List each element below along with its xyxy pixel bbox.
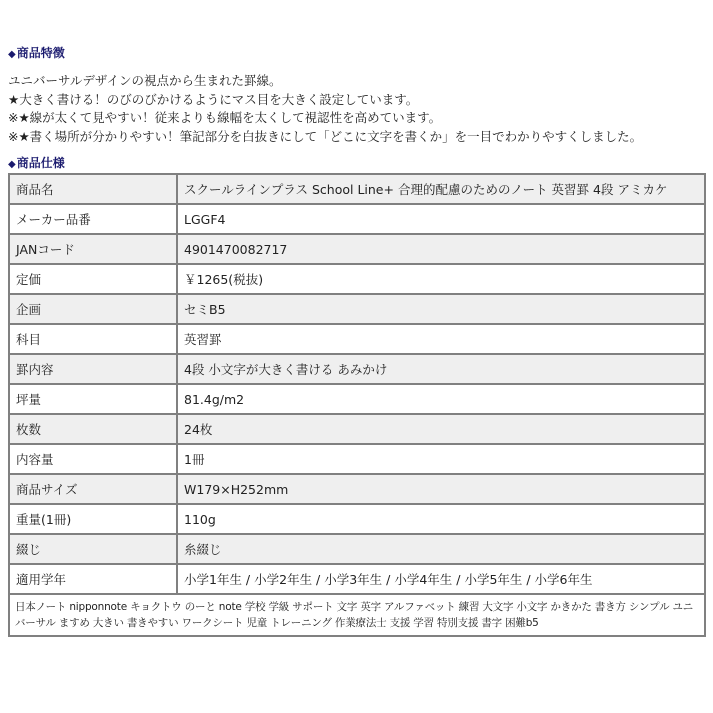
table-row-jan-code (9, 234, 705, 264)
table-row-maker-number (9, 204, 705, 234)
table-row-size (9, 474, 705, 504)
table-row-paper-weight (9, 384, 705, 414)
features-list (8, 72, 708, 146)
spec-table (8, 173, 706, 637)
specs-heading (8, 155, 65, 173)
features-heading (8, 45, 65, 63)
row-label: 重量(1冊) (9, 504, 177, 534)
row-value: 81.4g/m2 (177, 384, 705, 414)
feature-line: ユニバーサルデザインの視点から生まれた罫線。 (8, 73, 282, 88)
row-value: W179×H252mm (177, 474, 705, 504)
row-label: 商品サイズ (9, 474, 177, 504)
row-value: 1冊 (177, 444, 705, 474)
row-label: 坪量 (9, 384, 177, 414)
table-row-price (9, 264, 705, 294)
row-value: ￥1265(税抜) (177, 264, 705, 294)
table-row-subject (9, 324, 705, 354)
table-row-quantity (9, 444, 705, 474)
feature-line: ※★線が太くて見やすい！従来よりも線幅を太くして視認性を高めています。 (8, 110, 442, 125)
feature-line: ※★書く場所が分かりやすい！筆記部分を白抜きにして「どこに文字を書くか」を一目でわかりやすくしました。 (8, 128, 643, 144)
table-row-keywords (9, 594, 705, 636)
row-label: メーカー品番 (9, 204, 177, 234)
row-value: 英習罫 (177, 324, 705, 354)
table-row-format (9, 294, 705, 324)
table-row-weight (9, 504, 705, 534)
table-row-ruling (9, 354, 705, 384)
row-label: 枚数 (9, 414, 177, 444)
row-label: 綴じ (9, 534, 177, 564)
row-label: 罫内容 (9, 354, 177, 384)
row-label: 内容量 (9, 444, 177, 474)
row-value: 4段 小文字が大きく書ける あみかけ (177, 354, 705, 384)
row-value: 4901470082717 (177, 234, 705, 264)
specs-heading-text: 商品仕様 (16, 156, 65, 170)
row-value: 小学1年生 / 小学2年生 / 小学3年生 / 小学4年生 / 小学5年生 / 小学6年生 (177, 564, 705, 594)
row-label: 適用学年 (9, 564, 177, 594)
features-heading-text: 商品特徴 (16, 46, 65, 60)
table-row-binding (9, 534, 705, 564)
row-value: 24枚 (177, 414, 705, 444)
row-value: 110g (177, 504, 705, 534)
row-label: 企画 (9, 294, 177, 324)
keywords-text: 日本ノート nipponnote キョクトウ のーと note 学校 学級 サポート 文字 英字 アルファベット 練習 大文字 小文字 かきかた 書き方 シンプル ユニバーサル ますめ 大きい 書きやすい ワークシート 児童 トレーニング 作業療法士 支援 学習 特別支援 書字 困難b5 (9, 594, 705, 636)
row-label: 定価 (9, 264, 177, 294)
row-label: JANコード (9, 234, 177, 264)
row-label: 科目 (9, 324, 177, 354)
table-row-sheets (9, 414, 705, 444)
diamond-icon: ◆ (8, 49, 16, 60)
table-row-product-name (9, 174, 705, 204)
row-value: LGGF4 (177, 204, 705, 234)
row-value: 糸綴じ (177, 534, 705, 564)
diamond-icon: ◆ (8, 159, 16, 170)
table-row-grades (9, 564, 705, 594)
row-value: セミB5 (177, 294, 705, 324)
feature-line: ★大きく書ける！のびのびかけるようにマス目を大きく設定しています。 (8, 91, 419, 107)
row-label: 商品名 (9, 174, 177, 204)
row-value: スクールラインプラス School Line+ 合理的配慮のためのノート 英習罫 4段 アミカケ (177, 174, 705, 204)
